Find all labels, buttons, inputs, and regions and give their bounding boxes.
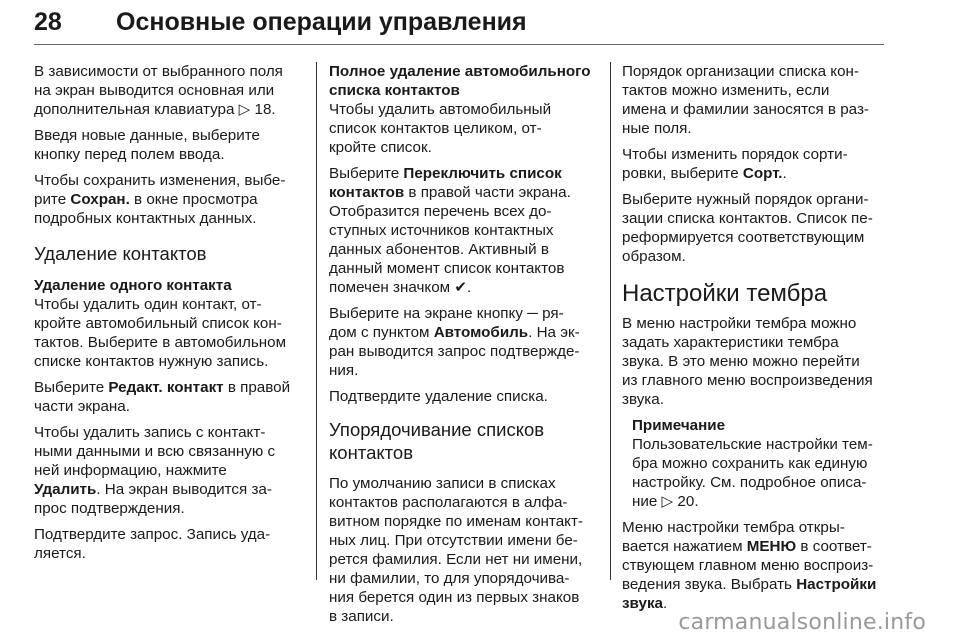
text-line: Введя новые данные, выберите bbox=[34, 127, 260, 144]
text-line: на экран выводится основная или bbox=[34, 82, 275, 99]
text-line: Отобразится перечень всех до- bbox=[329, 203, 552, 220]
header-rule bbox=[34, 44, 884, 45]
text-line: Чтобы сохранить изменения, выбе- bbox=[34, 172, 286, 189]
text-line: данный момент список контактов bbox=[329, 260, 565, 277]
text-line: задать характеристики тембра bbox=[622, 334, 839, 351]
text-line: ными данными и всю связанную с bbox=[34, 443, 276, 460]
text-line bbox=[622, 164, 892, 183]
column-3 bbox=[622, 62, 892, 620]
column-1 bbox=[34, 62, 297, 570]
ui-term-edit-contact: Редакт. контакт bbox=[108, 379, 224, 396]
text-line: Выберите на экране кнопку ─ ря- bbox=[329, 305, 564, 322]
paragraph bbox=[622, 145, 892, 183]
section-heading-sort-lists bbox=[329, 418, 599, 464]
text: Выберите bbox=[34, 379, 109, 396]
paragraph bbox=[622, 62, 892, 138]
paragraph bbox=[329, 164, 599, 297]
paragraph bbox=[34, 171, 297, 228]
column-divider-2 bbox=[610, 62, 611, 580]
ui-term-sort: Сорт. bbox=[742, 165, 783, 182]
text-line: контактов располагаются в алфа- bbox=[329, 494, 568, 511]
paragraph bbox=[34, 126, 297, 164]
text-line: список контактов целиком, от- bbox=[329, 120, 542, 137]
ui-term-contacts: контактов bbox=[329, 184, 405, 201]
text-line: кройте автомобильный список кон- bbox=[34, 315, 282, 332]
page-header bbox=[34, 4, 884, 46]
text: ведения звука. Выбрать bbox=[622, 576, 797, 593]
text: в соответ- bbox=[796, 538, 872, 555]
text-line: Меню настройки тембра откры- bbox=[622, 519, 845, 536]
ui-term-switch-list: Переключить список bbox=[403, 165, 562, 182]
text-line: ные поля. bbox=[622, 120, 692, 137]
text: ровки, выберите bbox=[622, 165, 743, 182]
text-line bbox=[34, 480, 297, 499]
text-line: ни фамилии, то для упорядочива- bbox=[329, 570, 570, 587]
text: в правой части экрана. bbox=[404, 184, 571, 201]
text-line: Выберите нужный порядок органи- bbox=[622, 191, 869, 208]
section-heading-tone-settings: Настройки тембра bbox=[622, 280, 828, 307]
text-line: списка контактов bbox=[329, 82, 460, 99]
text-line: Чтобы изменить порядок сорти- bbox=[622, 146, 848, 163]
text-line: рется фамилия. Если нет ни имени, bbox=[329, 551, 583, 568]
text-line: контактов bbox=[329, 442, 414, 463]
text-line: витном порядке по именам контакт- bbox=[329, 513, 583, 530]
text-line: имена и фамилии заносятся в раз- bbox=[622, 101, 869, 118]
text-line: кнопку перед полем ввода. bbox=[34, 146, 225, 163]
text-line: ляется. bbox=[34, 545, 86, 562]
ui-term-menu: МЕНЮ bbox=[746, 538, 797, 555]
text-line: из главного меню воспроизведения bbox=[622, 372, 873, 389]
column-2 bbox=[329, 62, 599, 633]
text-line: Полное удаление автомобильного bbox=[329, 63, 591, 80]
text-line: реформируется соответствующим bbox=[622, 229, 865, 246]
text-line: Чтобы удалить один контакт, от- bbox=[34, 296, 262, 313]
text-line: ствующем главном меню воспроиз- bbox=[622, 557, 874, 574]
text-line: Порядок организации списка кон- bbox=[622, 63, 859, 80]
paragraph bbox=[34, 378, 297, 416]
watermark: carmanualsonline.info bbox=[678, 610, 926, 635]
ui-term-sound: звука bbox=[622, 595, 664, 612]
text-line: ней информацию, нажмите bbox=[34, 462, 227, 479]
text-line: звука. bbox=[622, 391, 664, 408]
text-line: В зависимости от выбранного поля bbox=[34, 63, 283, 80]
text-line: тактов. Выберите в автомобильном bbox=[34, 334, 287, 351]
text-line: данных абонентов. Активный в bbox=[329, 241, 549, 258]
text-line: кройте список. bbox=[329, 139, 432, 156]
paragraph bbox=[34, 62, 297, 119]
paragraph bbox=[622, 518, 892, 613]
text: в правой bbox=[223, 379, 291, 396]
text-line: бра можно сохранить как единую bbox=[632, 455, 868, 472]
text-line: Упорядочивание списков bbox=[329, 419, 545, 440]
ui-term-delete: Удалить bbox=[34, 481, 97, 498]
paragraph bbox=[329, 387, 599, 406]
ui-term-vehicle: Автомобиль bbox=[433, 324, 529, 341]
text: . bbox=[663, 595, 668, 612]
text-line: По умолчанию записи в списках bbox=[329, 475, 556, 492]
ui-term-save: Сохран. bbox=[70, 191, 130, 208]
subsection-heading: Удаление одного контакта bbox=[34, 277, 232, 294]
text: вается нажатием bbox=[622, 538, 747, 555]
text: рите bbox=[34, 191, 71, 208]
text-line bbox=[329, 323, 599, 342]
text-line: ступных источников контактных bbox=[329, 222, 554, 239]
text-line: ния. bbox=[329, 362, 359, 379]
text-line: ных лиц. При отсутствии имени бе- bbox=[329, 532, 578, 549]
text-line: прос подтверждения. bbox=[34, 500, 185, 517]
paragraph bbox=[34, 423, 297, 518]
text: Выберите bbox=[329, 165, 404, 182]
paragraph bbox=[622, 190, 892, 266]
paragraph bbox=[329, 100, 599, 157]
text-line: В меню настройки тембра можно bbox=[622, 315, 857, 332]
text-line: настройку. См. подробное описа- bbox=[632, 474, 867, 491]
paragraph bbox=[329, 304, 599, 380]
text-line: тактов можно изменить, если bbox=[622, 82, 830, 99]
text-line: части экрана. bbox=[34, 398, 130, 415]
paragraph bbox=[329, 474, 599, 626]
text: в окне просмотра bbox=[129, 191, 258, 208]
text-line: Чтобы удалить автомобильный bbox=[329, 101, 552, 118]
text-line: ния берется один из первых знаков bbox=[329, 589, 580, 606]
text: дом с пунктом bbox=[329, 324, 434, 341]
paragraph bbox=[34, 525, 297, 563]
text-line: Чтобы удалить запись с контакт- bbox=[34, 424, 266, 441]
text-line bbox=[622, 537, 892, 556]
text: . На экран выводится за- bbox=[96, 481, 272, 498]
text-line: дополнительная клавиатура ▷ 18. bbox=[34, 101, 276, 118]
text-line bbox=[34, 190, 297, 209]
text-line: звука. В это меню можно перейти bbox=[622, 353, 860, 370]
page-number: 28 bbox=[34, 8, 62, 36]
text-line: ние ▷ 20. bbox=[632, 493, 699, 510]
text-line: ран выводится запрос подтвержде- bbox=[329, 343, 580, 360]
text-line: Подтвердите запрос. Запись уда- bbox=[34, 526, 271, 543]
section-heading-delete-contacts: Удаление контактов bbox=[34, 243, 207, 264]
paragraph bbox=[622, 314, 892, 409]
paragraph bbox=[34, 295, 297, 371]
text-line: зации списка контактов. Список пе- bbox=[622, 210, 873, 227]
note-block bbox=[632, 416, 892, 511]
note-title: Примечание bbox=[632, 417, 726, 434]
subsection-heading bbox=[329, 62, 599, 100]
text: . На эк- bbox=[528, 324, 580, 341]
text-line bbox=[329, 164, 599, 183]
text-line: Подтвердите удаление списка. bbox=[329, 388, 548, 405]
paragraph bbox=[632, 435, 892, 511]
ui-term-settings: Настройки bbox=[796, 576, 877, 593]
text-line bbox=[622, 575, 892, 594]
text: . bbox=[782, 165, 787, 182]
text-line: помечен значком ✔. bbox=[329, 279, 472, 296]
text-line: в записи. bbox=[329, 608, 394, 625]
text-line: списке контактов нужную запись. bbox=[34, 353, 269, 370]
text-line: подробных контактных данных. bbox=[34, 210, 257, 227]
text-line bbox=[329, 183, 599, 202]
column-divider-1 bbox=[316, 62, 317, 580]
text-line bbox=[34, 378, 297, 397]
page-title: Основные операции управления bbox=[116, 8, 527, 36]
text-line: образом. bbox=[622, 248, 686, 265]
text-line: Пользовательские настройки тем- bbox=[632, 436, 873, 453]
